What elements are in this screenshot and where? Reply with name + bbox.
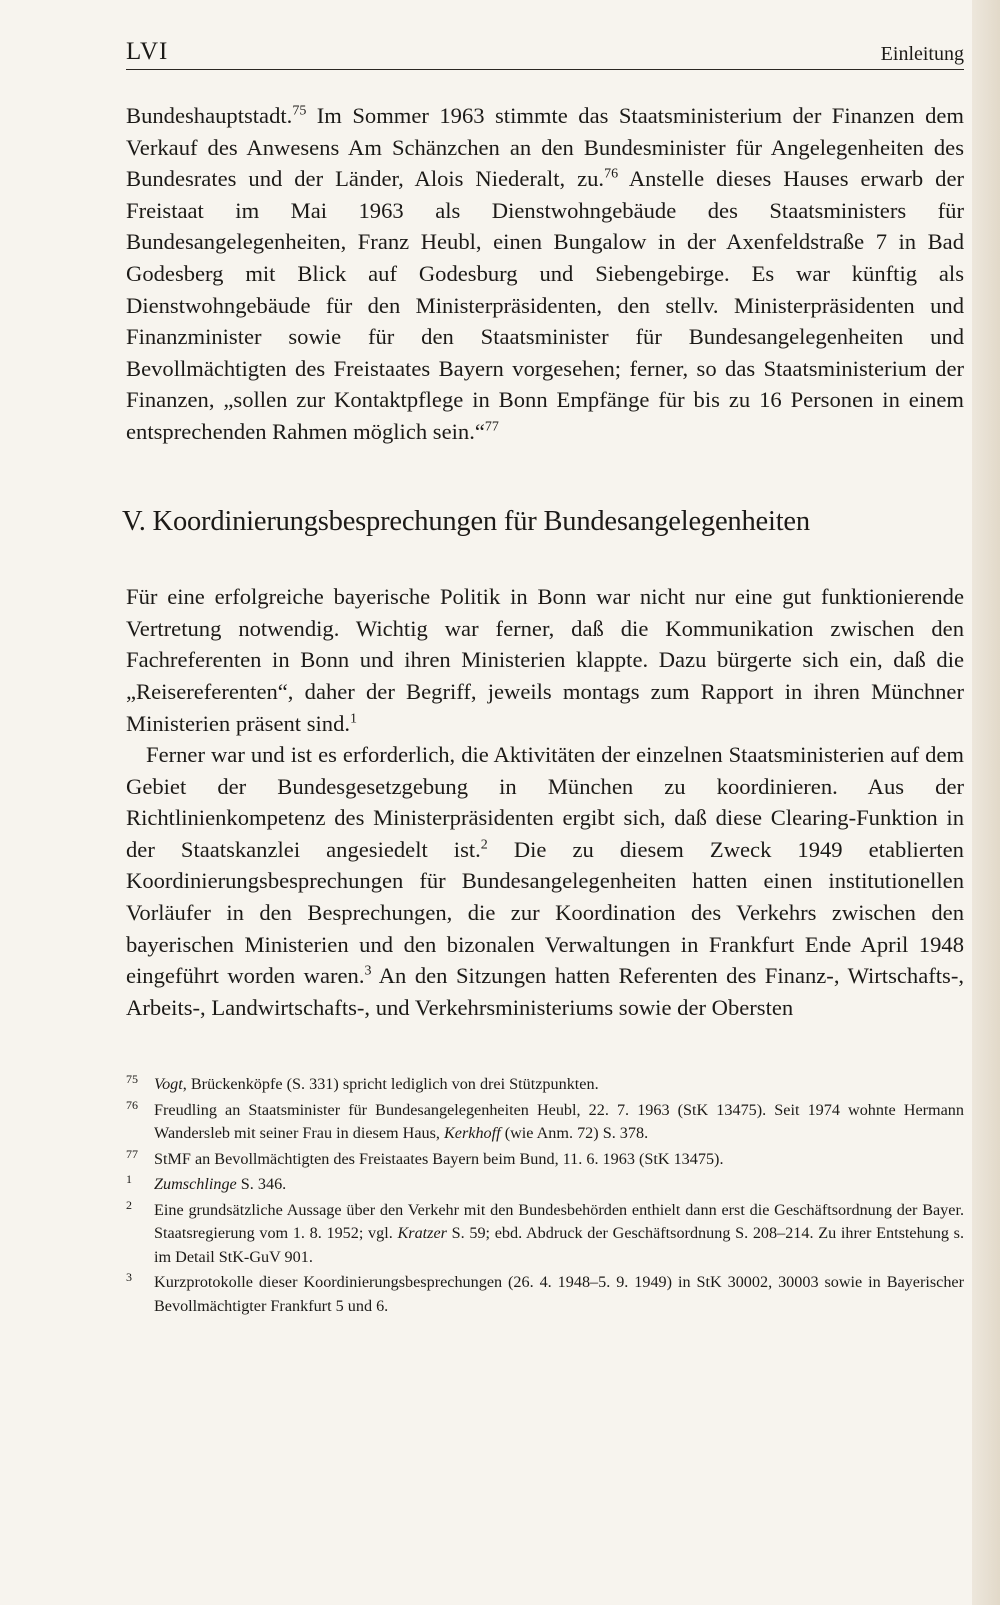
- footnote-number: 2: [126, 1197, 132, 1212]
- footnote: [126, 1271, 964, 1318]
- footnote-number: 77: [126, 1146, 138, 1161]
- footnote-ref: 1: [350, 710, 358, 726]
- footnote-number: 1: [126, 1172, 132, 1187]
- footnote-text: [154, 1099, 964, 1146]
- footnote-ref: 75: [292, 103, 307, 119]
- footnote: [126, 1199, 964, 1270]
- footnote: [126, 1173, 964, 1197]
- footnote-ref: 3: [364, 963, 372, 979]
- text-run: Anstelle dieses Hauses erwarb der Freistaat im Mai 1963 als Dienstwohngebäude des Staatsministers für Bundesangelegenheiten, Franz Heubl, einen Bungalow in der Axenfeldstraße 7 in Bad Godesberg mit Blick auf Godesburg und Siebengebirge. Es war künftig als Dienstwohngebäude für den Ministerpräsidenten, den stellv. Ministerpräsidenten und Finanzminister sowie für den Staatsminister für Bundesangelegenheiten und Bevollmächtigten des Freistaates Bayern vorgesehen; ferner, so das Staatsministerium der Finanzen, „sollen zur Kontaktpflege in Bonn Empfänge für bis zu 16 Personen in einem entsprechenden Rahmen möglich sein.“: [126, 166, 965, 444]
- paragraph-1: [126, 100, 964, 448]
- section-heading: V. Koordinierungsbesprechungen für Bundesangelegenheiten: [122, 505, 810, 537]
- cited-author: Vogt: [154, 1075, 183, 1094]
- text-run: , Brückenköpfe (S. 331) spricht lediglich von drei Stützpunkten.: [182, 1075, 599, 1094]
- footnotes: [126, 1073, 964, 1318]
- footnote-number: 3: [126, 1270, 132, 1285]
- cited-author: Kerkhoff: [444, 1124, 501, 1143]
- paragraph-2: [126, 581, 964, 739]
- text-run: Bundeshauptstadt.: [126, 103, 293, 128]
- text-run: Freudling an Staatsminister für Bundesangelegenheiten Heubl, 22. 7. 1963 (StK 13475). Seit 1974 wohnte Hermann Wandersleb mit seiner Frau in diesem Haus,: [154, 1100, 964, 1143]
- text-run: (wie Anm. 72) S. 378.: [500, 1124, 649, 1143]
- footnote: [126, 1073, 964, 1097]
- footnote-text: [154, 1173, 964, 1197]
- text-run: S. 346.: [236, 1175, 287, 1194]
- paragraph-3: [126, 739, 964, 1023]
- footnote: [126, 1099, 964, 1146]
- text-run: Für eine erfolgreiche bayerische Politik in Bonn war nicht nur eine gut funktionierende Vertretung notwendig. Wichtig war ferner, daß die Kommunikation zwischen den Fachreferenten in Bonn und ihren Ministerien klappte. Dazu bürgerte sich ein, daß die „Reisereferenten“, daher der Begriff, jeweils montags zum Rapport in ihren Münchner Ministerien präsent sind.: [126, 584, 964, 736]
- page-edge: [972, 0, 1000, 1605]
- footnote-text: [154, 1271, 964, 1318]
- text-run: Ferner war und ist es erforderlich, die Aktivitäten der einzelnen Staatsministerien auf dem Gebiet der Bundesgesetzgebung in München zu koordinieren. Aus der Richtlinienkompetenz des Ministerpräsidenten ergibt sich, daß diese Clearing-Funktion in der Staatskanzlei angesiedelt ist.: [126, 742, 964, 862]
- text-run: Im Sommer 1963 stimmte das Staatsministerium der Finanzen dem Verkauf des Anwesens Am Schänzchen an den Bundesminister für Angelegenheiten des Bundesrates und der Länder, Alois Niederalt, zu.: [126, 103, 964, 192]
- footnote-text: [154, 1199, 964, 1270]
- text-run: S. 59; ebd. Abdruck der Geschäftsordnung S. 208–214. Zu ihrer Entstehung s. im Detail StK-GuV 901.: [154, 1224, 964, 1266]
- running-title: Einleitung: [880, 43, 964, 65]
- cited-author: Zumschlinge: [154, 1175, 237, 1194]
- text-run: An den Sitzungen hatten Referenten des Finanz-, Wirtschafts-, Arbeits-, Landwirtschafts-, und Verkehrsministeriums sowie der Obersten: [126, 963, 964, 1020]
- footnote: [126, 1148, 964, 1172]
- footnote-ref: 2: [480, 837, 488, 853]
- footnote-ref: 77: [484, 419, 499, 435]
- footnote-number: 76: [126, 1097, 138, 1112]
- text-run: Kurzprotokolle dieser Koordinierungsbesprechungen (26. 4. 1948–5. 9. 1949) in StK 30002, 30003 sowie in Bayerischer Bevollmächtigter Frankfurt 5 und 6.: [154, 1273, 964, 1315]
- body-text: [122, 100, 965, 1023]
- footnote-text: [154, 1073, 964, 1097]
- footnote-ref: 76: [604, 166, 619, 182]
- footnote-number: 75: [126, 1072, 138, 1087]
- running-head: [126, 30, 964, 70]
- book-page: [122, 30, 965, 1320]
- footnote-text: [154, 1148, 964, 1172]
- page-number: LVI: [126, 38, 169, 65]
- cited-author: Kratzer: [397, 1224, 447, 1243]
- text-run: StMF an Bevollmächtigten des Freistaates Bayern beim Bund, 11. 6. 1963 (StK 13475).: [154, 1149, 724, 1168]
- text-run: Die zu diesem Zweck 1949 etablierten Koordinierungsbesprechungen für Bundesangelegenheiten hatten einen institutionellen Vorläufer in den Besprechungen, die zur Koordination des Verkehrs zwischen den bayerischen Ministerien und den bizonalen Verwaltungen in Frankfurt Ende April 1948 eingeführt worden waren.: [126, 836, 964, 989]
- text-run: Eine grundsätzliche Aussage über den Verkehr mit den Bundesbehörden enthielt dann erst die Geschäftsordnung der Bayer. Staatsregierung vom 1. 8. 1952; vgl.: [154, 1200, 964, 1243]
